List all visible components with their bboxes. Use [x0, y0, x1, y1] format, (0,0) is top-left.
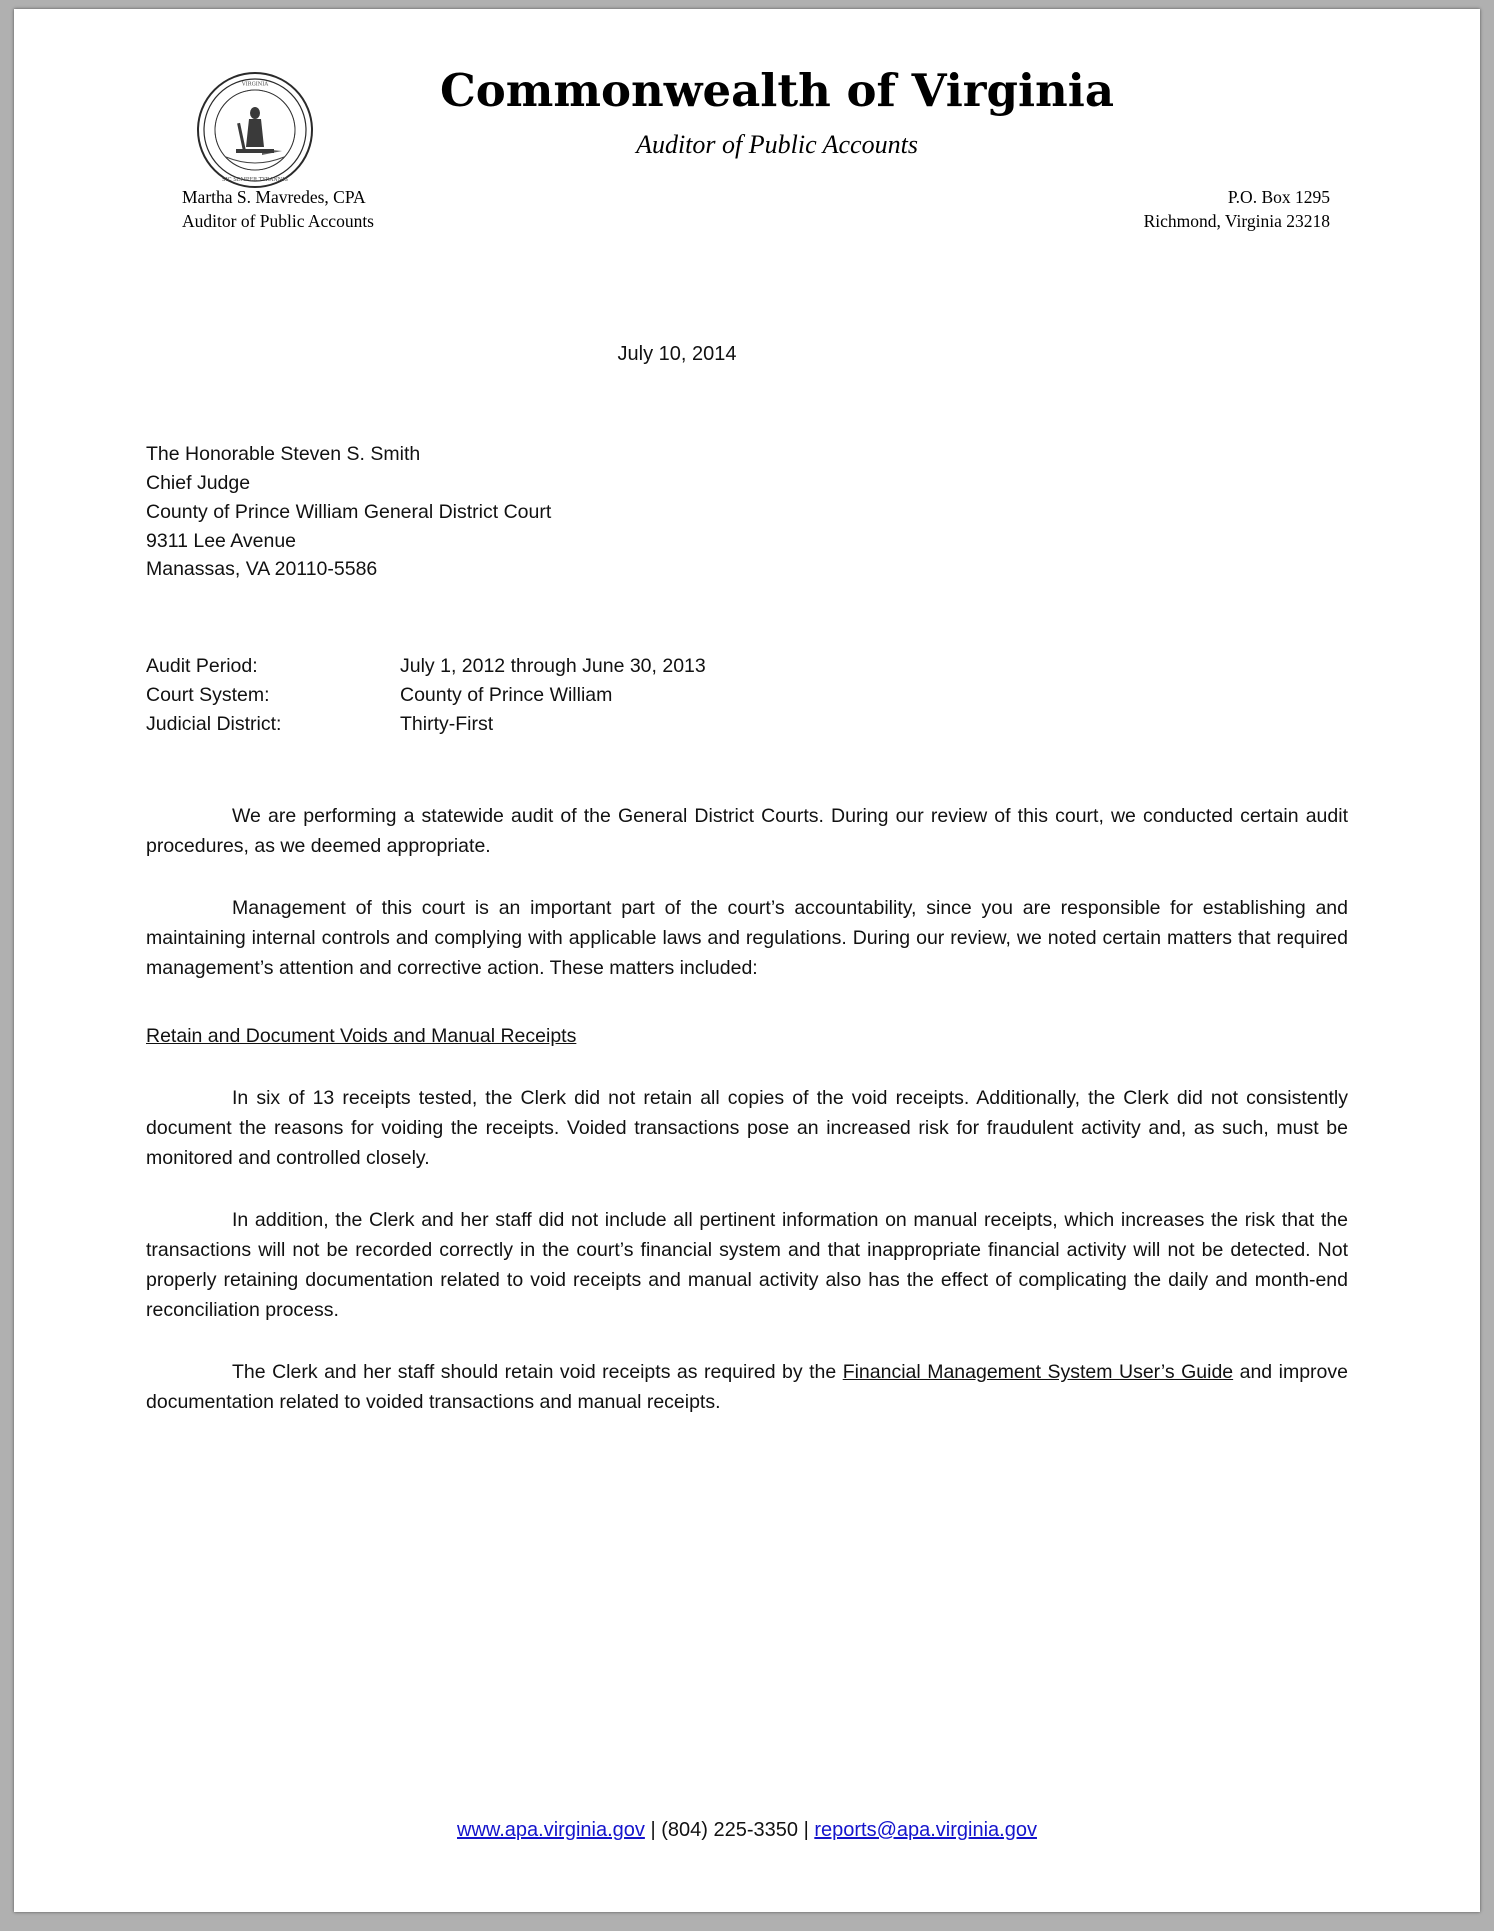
paragraph-4: In addition, the Clerk and her staff did not include all pertinent information on manual receipts, which increases the risk that the transactions will not be recorded correctly in the court’s financial system and that inappropriate financial activity will not be detected. Not properly retaining documentation related to void receipts and manual activity also has the effect of complicating the daily and month-end reconciliation process. — [146, 1209, 1348, 1322]
masthead — [146, 64, 1348, 160]
addressee-block — [146, 440, 1348, 584]
paragraph-2: Management of this court is an important part of the court’s accountability, since you are responsible for establishing and maintaining internal controls and complying with applicable laws and regulations. During our review, we noted certain matters that required management’s attention and corrective action. These matters included: — [146, 896, 1348, 979]
auditor-title: Auditor of Public Accounts — [182, 210, 374, 231]
meta-label-court-system: Court System: — [146, 684, 270, 707]
svg-text:VIRGINIA: VIRGINIA — [241, 81, 269, 88]
section-heading-retain-document-voids: Retain and Document Voids and Manual Receipts — [146, 1024, 577, 1047]
paragraph-3: In six of 13 receipts tested, the Clerk did not retain all copies of the void receipts. Additionally, the Clerk did not consistently document the reasons for voiding the receipts. Voided transactions pose an increased risk for fraudulent activity and, as such, must be monitored and controlled closely. — [146, 1087, 1348, 1170]
office-city-state-zip: Richmond, Virginia 23218 — [1143, 210, 1330, 231]
office-po-box: P.O. Box 1295 — [1227, 187, 1330, 208]
page-content — [14, 9, 1480, 1417]
organization-subtitle: Auditor of Public Accounts — [636, 130, 918, 160]
audit-meta-block — [146, 652, 1348, 739]
document-page — [14, 9, 1480, 1912]
page-footer — [14, 1819, 1480, 1842]
footer-phone: (804) 225-3350 — [661, 1819, 798, 1841]
office-address — [1144, 186, 1348, 233]
meta-value-audit-period: July 1, 2012 through June 30, 2013 — [400, 655, 706, 678]
meta-row-judicial-district — [146, 710, 1348, 739]
meta-row-audit-period — [146, 652, 1348, 681]
addressee-line-5: Manassas, VA 20110-5586 — [146, 558, 378, 581]
organization-name: Commonwealth of Virginia — [439, 64, 1115, 117]
letterhead — [146, 9, 1348, 267]
footer-separator-2: | — [803, 1819, 809, 1841]
letter-date: July 10, 2014 — [617, 343, 737, 365]
meta-label-audit-period: Audit Period: — [146, 655, 258, 678]
addressee-line-4: 9311 Lee Avenue — [146, 529, 297, 552]
paragraph-5-text-before: The Clerk and her staff should retain void receipts as required by the — [232, 1361, 843, 1384]
letterhead-contact-row — [146, 186, 1348, 233]
email-link[interactable]: reports@apa.virginia.gov — [814, 1819, 1037, 1841]
paragraph-5 — [146, 1325, 1348, 1417]
addressee-line-2: Chief Judge — [146, 471, 251, 494]
meta-value-court-system: County of Prince William — [400, 684, 613, 707]
paragraph-1: We are performing a statewide audit of the General District Courts. During our review of this court, we conducted certain audit procedures, as we deemed appropriate. — [146, 804, 1348, 857]
meta-value-judicial-district: Thirty-First — [400, 713, 494, 736]
auditor-name: Martha S. Mavredes, CPA — [182, 187, 366, 208]
financial-management-system-users-guide-reference: Financial Management System User’s Guide — [842, 1361, 1234, 1384]
auditor-identity — [146, 186, 374, 233]
meta-label-judicial-district: Judicial District: — [146, 713, 282, 736]
paragraph-5-text-after: and improve documentation related to voided transactions and manual receipts. — [146, 1361, 1348, 1414]
website-link[interactable]: www.apa.virginia.gov — [457, 1819, 645, 1841]
footer-separator-1: | — [650, 1819, 656, 1841]
letter-body — [146, 339, 1348, 1417]
addressee-line-1: The Honorable Steven S. Smith — [146, 443, 421, 465]
svg-text:SIC SEMPER TYRANNIS: SIC SEMPER TYRANNIS — [222, 177, 288, 183]
addressee-line-3: County of Prince William General District Court — [146, 500, 552, 523]
virginia-state-seal-icon — [196, 71, 314, 189]
meta-row-court-system — [146, 681, 1348, 710]
